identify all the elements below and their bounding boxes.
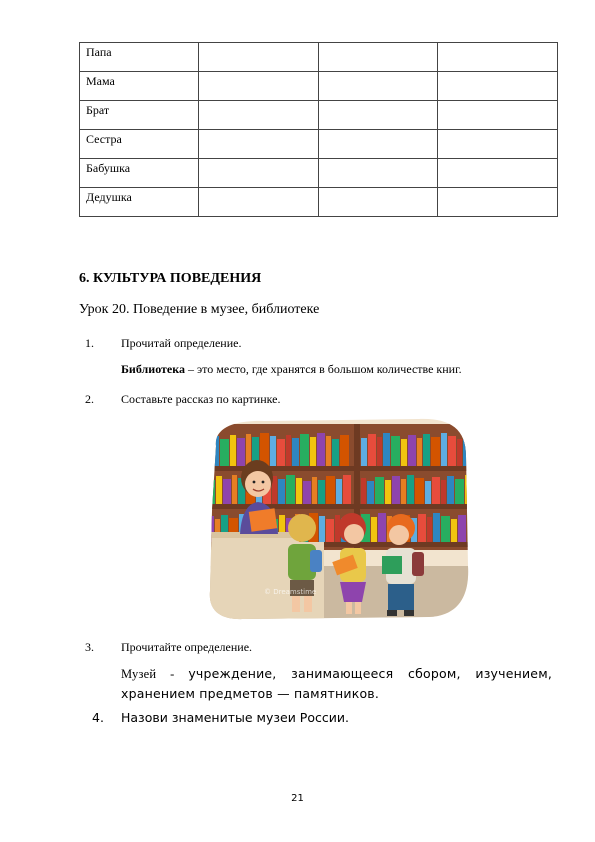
- book-spine: [340, 435, 349, 466]
- book-spine: [216, 476, 222, 504]
- book-spine: [312, 477, 317, 504]
- row-label: Папа: [80, 43, 199, 72]
- table-row: [80, 188, 558, 217]
- book-spine: [458, 515, 466, 542]
- book-spine: [286, 475, 295, 504]
- book-spine: [417, 438, 422, 466]
- book-spine: [230, 435, 236, 466]
- book-spine: [425, 481, 431, 504]
- book-spine: [343, 475, 351, 504]
- row-label: Мама: [80, 72, 199, 101]
- book-spine: [326, 436, 331, 466]
- book-spine: [457, 439, 462, 466]
- book-spine: [246, 434, 251, 466]
- book-spine: [237, 438, 245, 466]
- library-illustration: [204, 416, 470, 622]
- row-label: Бабушка: [80, 159, 199, 188]
- item-number: 3.: [85, 640, 94, 654]
- book-spine: [441, 516, 450, 542]
- book-spine: [378, 513, 386, 542]
- book-spine: [427, 517, 432, 542]
- blank-cell: [438, 72, 558, 101]
- book-spine: [377, 437, 382, 466]
- book-spine: [371, 517, 377, 542]
- book-spine: [336, 479, 342, 504]
- museum-definition-text: учреждение, занимающееся сбором, изучением, хранением предметов — памятников.: [121, 666, 552, 701]
- blank-cell: [198, 101, 318, 130]
- book-spine: [392, 476, 400, 504]
- item-text: Назови знаменитые музеи России.: [121, 710, 349, 725]
- blank-cell: [438, 43, 558, 72]
- blank-cell: [318, 72, 438, 101]
- library-definition: [121, 362, 462, 377]
- item-number: 2.: [85, 392, 94, 406]
- book-spine: [368, 434, 376, 466]
- blank-cell: [438, 188, 558, 217]
- item-number: 4.: [92, 710, 104, 725]
- book-spine: [447, 476, 454, 504]
- watermark: © Dreamstime: [264, 588, 317, 596]
- book-spine: [448, 436, 456, 466]
- book-spine: [391, 436, 400, 466]
- book-spine: [423, 434, 430, 466]
- book-spine: [206, 433, 211, 466]
- book-spine: [361, 438, 367, 466]
- book-spine: [270, 436, 276, 466]
- table-row: [80, 72, 558, 101]
- book-spine: [332, 439, 339, 466]
- book-spine: [432, 477, 440, 504]
- book-spine: [383, 433, 390, 466]
- lesson-title: Урок 20. Поведение в музее, библиотеке: [79, 302, 320, 317]
- book-spine: [431, 437, 440, 466]
- book-spine: [223, 479, 231, 504]
- book-spine: [465, 475, 470, 504]
- blank-cell: [438, 130, 558, 159]
- book-spine: [303, 481, 311, 504]
- blank-cell: [318, 130, 438, 159]
- book-spine: [367, 481, 374, 504]
- library-term: Библиотека: [121, 362, 185, 376]
- blank-cell: [198, 130, 318, 159]
- row-label: Брат: [80, 101, 199, 130]
- book-spine: [433, 513, 440, 542]
- book-spine: [310, 437, 316, 466]
- book-spine: [300, 434, 309, 466]
- book-spine: [278, 479, 285, 504]
- book-spine: [463, 435, 470, 466]
- row-label: Сестра: [80, 130, 199, 159]
- item-number: 1.: [85, 336, 94, 350]
- table-row: [80, 101, 558, 130]
- blank-cell: [198, 159, 318, 188]
- book-spine: [361, 478, 366, 504]
- blank-cell: [318, 159, 438, 188]
- page-number: 21: [291, 793, 304, 804]
- book-spine: [451, 519, 457, 542]
- book-spine: [232, 475, 237, 504]
- blank-cell: [198, 188, 318, 217]
- museum-term: Музей -: [121, 667, 189, 681]
- book-spine: [212, 436, 219, 466]
- book-spine: [318, 480, 325, 504]
- table-row: [80, 43, 558, 72]
- shelf-board: [204, 504, 470, 509]
- family-table: [79, 42, 558, 217]
- book-spine: [375, 477, 384, 504]
- item-text: Составьте рассказ по картинке.: [121, 392, 281, 406]
- blank-cell: [198, 72, 318, 101]
- blank-cell: [438, 101, 558, 130]
- book-spine: [455, 479, 464, 504]
- book-spine: [441, 480, 446, 504]
- row-label: Дедушка: [80, 188, 199, 217]
- library-definition-text: – это место, где хранятся в большом количестве книг.: [185, 362, 462, 376]
- book-spine: [319, 516, 325, 542]
- book-spine: [401, 439, 407, 466]
- book-spine: [407, 475, 414, 504]
- book-spine: [401, 479, 406, 504]
- item-text: Прочитайте определение.: [121, 640, 253, 654]
- book-spine: [385, 480, 391, 504]
- section-title: 6. КУЛЬТУРА ПОВЕДЕНИЯ: [79, 271, 262, 286]
- blank-cell: [198, 43, 318, 72]
- blank-cell: [318, 101, 438, 130]
- blank-cell: [318, 188, 438, 217]
- table-row: [80, 130, 558, 159]
- book-spine: [206, 480, 215, 504]
- book-spine: [326, 519, 334, 542]
- book-spine: [286, 435, 291, 466]
- blank-cell: [318, 43, 438, 72]
- book-spine: [317, 433, 325, 466]
- book-spine: [418, 514, 426, 542]
- book-spine: [296, 478, 302, 504]
- item-text: Прочитай определение.: [121, 336, 242, 350]
- book-spine: [326, 476, 335, 504]
- book-spine: [292, 438, 299, 466]
- book-spine: [220, 439, 229, 466]
- book-spine: [441, 433, 447, 466]
- blank-cell: [438, 159, 558, 188]
- museum-definition: [121, 664, 552, 703]
- table-row: [80, 159, 558, 188]
- book-spine: [415, 478, 424, 504]
- book-spine: [408, 435, 416, 466]
- book-spine: [277, 439, 285, 466]
